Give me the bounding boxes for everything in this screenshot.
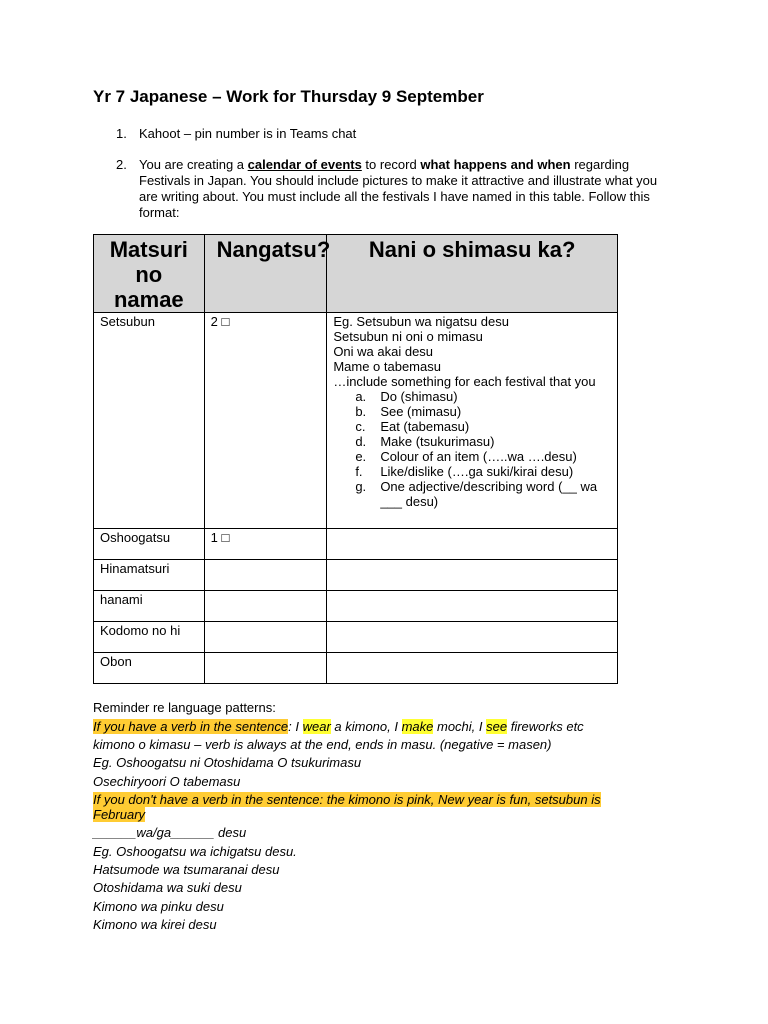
item-number: 2.: [116, 157, 127, 172]
list-text: Eat (tabemasu): [380, 419, 470, 434]
item-text: Kahoot – pin number is in Teams chat: [139, 126, 357, 141]
noverb-rule-line: [93, 807, 145, 822]
page-title: Yr 7 Japanese – Work for Thursday 9 September: [93, 87, 484, 106]
calendar-of-events-emphasis: calendar of events: [247, 157, 362, 172]
list-item: [333, 479, 611, 509]
month-cell: [204, 560, 327, 591]
list-letter: f.: [355, 464, 363, 479]
noverb-rule-text: If you don't have a verb in the sentence: the kimono is pink, New year is fun, setsubun is: [93, 792, 601, 807]
rule-text: : I: [288, 719, 303, 734]
header-festival-name: Matsuri no namae: [94, 235, 205, 313]
table-header-row: [94, 235, 618, 313]
pattern-line: Kimono wa pinku desu: [93, 899, 224, 914]
table-row: [94, 653, 618, 684]
pattern-line: Kimono wa kirei desu: [93, 917, 217, 932]
festival-name-cell: Obon: [94, 653, 205, 684]
pattern-line: ______wa/ga______ desu: [93, 825, 247, 840]
pattern-line: Osechiryoori O tabemasu: [93, 774, 241, 789]
list-letter: c.: [355, 419, 366, 434]
reminder-heading: Reminder re language patterns:: [93, 700, 276, 715]
list-item: [333, 419, 611, 434]
rule-text: mochi, I: [433, 719, 487, 734]
pattern-line: Otoshidama wa suki desu: [93, 880, 242, 895]
activity-cell: [327, 560, 618, 591]
list-letter: g.: [355, 479, 367, 494]
activity-cell: [327, 529, 618, 560]
table-row: [94, 560, 618, 591]
list-text: Make (tsukurimasu): [380, 434, 495, 449]
example-cell: [327, 313, 618, 529]
month-cell: [204, 653, 327, 684]
list-text: One adjective/describing word (__ wa ___ desu): [380, 479, 598, 509]
header-activity: Nani o shimasu ka?: [327, 235, 618, 313]
what-happens-emphasis: what happens and when: [420, 157, 571, 172]
month-cell: [204, 591, 327, 622]
rule-text: a kimono, I: [330, 719, 402, 734]
list-item: [333, 404, 611, 419]
verb-rule-line: [93, 719, 584, 734]
pattern-line: Eg. Oshoogatsu ni Otoshidama O tsukurimasu: [93, 755, 362, 770]
festival-name-cell: hanami: [94, 591, 205, 622]
list-text: Colour of an item (…..wa ….desu): [380, 449, 577, 464]
list-text: Do (shimasu): [380, 389, 458, 404]
list-letter: a.: [355, 389, 367, 404]
header-month: Nangatsu?: [204, 235, 327, 313]
verb-rule-lead: If you have a verb in the sentence: [93, 719, 289, 734]
noverb-rule-text: February: [93, 807, 146, 822]
month-cell: 2 □: [204, 313, 327, 529]
item-number: 1.: [116, 126, 127, 141]
example-line: Oni wa akai desu: [333, 344, 434, 359]
item-text-part: to record: [361, 157, 421, 172]
item-text: [139, 157, 679, 221]
festival-name-cell: Oshoogatsu: [94, 529, 205, 560]
list-item: [333, 389, 611, 404]
highlighted-verb: wear: [302, 719, 331, 734]
festival-name-cell: Setsubun: [94, 313, 205, 529]
example-line: Mame o tabemasu: [333, 359, 441, 374]
list-item: [333, 464, 611, 479]
item-text-part: regarding Festivals in Japan. You should include pictures to make it attractive and illustrate what you are writing about. You must include all the festivals I have named in this table. Follow this format:: [139, 157, 658, 220]
activity-cell: [327, 653, 618, 684]
pattern-line: kimono o kimasu – verb is always at the end, ends in masu. (negative = masen): [93, 737, 552, 752]
list-item: [333, 434, 611, 449]
pattern-line: Eg. Oshoogatsu wa ichigatsu desu.: [93, 844, 297, 859]
example-line: Eg. Setsubun wa nigatsu desu: [333, 314, 509, 329]
example-line: Setsubun ni oni o mimasu: [333, 329, 483, 344]
festival-table: [93, 234, 618, 684]
list-text: See (mimasu): [380, 404, 462, 419]
pattern-line: Hatsumode wa tsumaranai desu: [93, 862, 280, 877]
table-row: [94, 591, 618, 622]
list-item: [333, 449, 611, 464]
list-text: Like/dislike (….ga suki/kirai desu): [380, 464, 574, 479]
table-row: [94, 529, 618, 560]
highlighted-verb: see: [486, 719, 508, 734]
example-list: [333, 389, 611, 509]
rule-text: fireworks etc: [507, 719, 584, 734]
highlighted-verb: make: [401, 719, 434, 734]
activity-cell: [327, 622, 618, 653]
table-row: [94, 313, 618, 529]
festival-name-cell: Kodomo no hi: [94, 622, 205, 653]
activity-cell: [327, 591, 618, 622]
month-cell: [204, 622, 327, 653]
item-text-part: You are creating a: [139, 157, 248, 172]
festival-name-cell: Hinamatsuri: [94, 560, 205, 591]
table-row: [94, 622, 618, 653]
example-line: …include something for each festival that you: [333, 374, 596, 389]
list-letter: e.: [355, 449, 367, 464]
list-letter: b.: [355, 404, 367, 419]
noverb-rule-line: [93, 792, 601, 807]
month-cell: 1 □: [204, 529, 327, 560]
list-letter: d.: [355, 434, 367, 449]
